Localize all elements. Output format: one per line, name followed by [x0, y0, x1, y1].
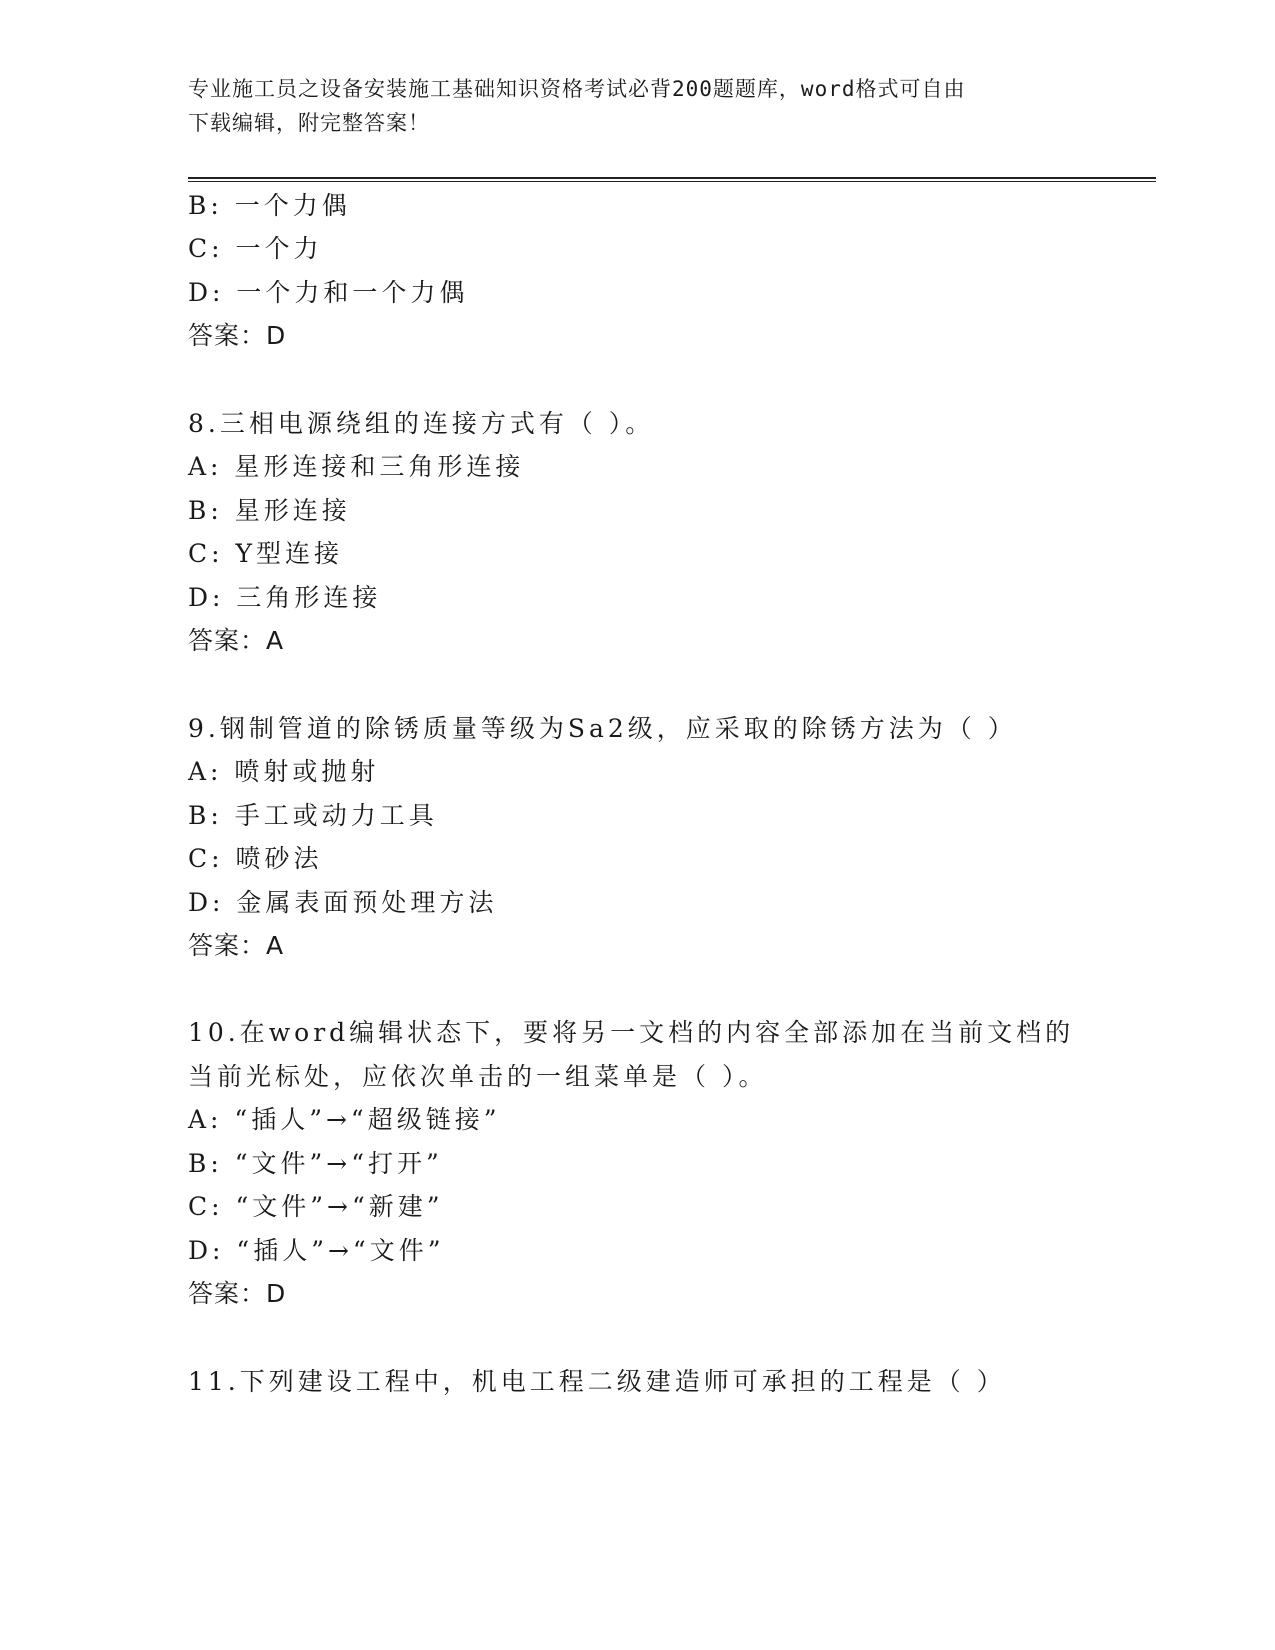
q8-answer: 答案：A	[188, 626, 285, 655]
q8-option-c: C: Y型连接	[188, 539, 344, 568]
q11-question: 11.下列建设工程中，机电工程二级建造师可承担的工程是（ ）	[188, 1367, 1006, 1396]
q9-option-a: A: 喷射或抛射	[188, 757, 380, 786]
document-header	[188, 72, 1088, 140]
header-divider	[188, 177, 1156, 182]
q10-option-d: D: “插人”→“文件”	[188, 1236, 445, 1265]
q10-option-a: A: “插人”→“超级链接”	[188, 1105, 501, 1134]
q9-option-b: B: 手工或动力工具	[188, 801, 438, 830]
q8-question: 8.三相电源绕组的连接方式有（ ）。	[188, 409, 655, 438]
q10-option-b: B: “文件”→“打开”	[188, 1149, 443, 1178]
q7-answer: 答案：D	[188, 321, 287, 350]
header-line-1: 专业施工员之设备安装施工基础知识资格考试必背200题题库，word格式可自由	[188, 77, 966, 101]
q10-answer: 答案：D	[188, 1279, 287, 1308]
header-line-2: 下载编辑，附完整答案！	[188, 111, 430, 135]
q10-question-line-2: 当前光标处，应依次单击的一组菜单是（ ）。	[188, 1062, 768, 1091]
q9-option-c: C: 喷砂法	[188, 844, 323, 873]
q8-option-a: A: 星形连接和三角形连接	[188, 452, 525, 481]
q9-answer: 答案：A	[188, 931, 285, 960]
q7-option-b: B: 一个力偶	[188, 191, 351, 220]
q9-option-d: D: 金属表面预处理方法	[188, 888, 498, 917]
q9-question: 9.钢制管道的除锈质量等级为Sa2级，应采取的除锈方法为（ ）	[188, 714, 1017, 743]
q10-question-line-1: 10.在word编辑状态下，要将另一文档的内容全部添加在当前文档的	[188, 1018, 1075, 1047]
q10-option-c: C: “文件”→“新建”	[188, 1192, 444, 1221]
q7-option-d: D: 一个力和一个力偶	[188, 278, 469, 307]
q7-option-c: C: 一个力	[188, 234, 323, 263]
q8-option-d: D: 三角形连接	[188, 583, 382, 612]
q8-option-b: B: 星形连接	[188, 496, 351, 525]
